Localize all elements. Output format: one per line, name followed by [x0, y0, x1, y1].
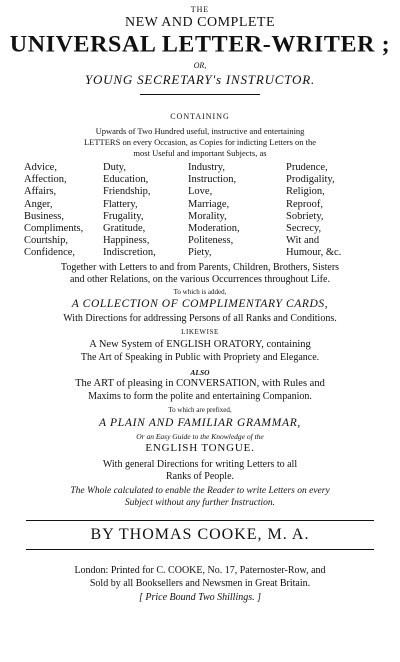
subject-item: Secrecy, — [286, 222, 322, 234]
author-top-rule — [26, 520, 374, 521]
to-which-added: To which is added, — [173, 288, 227, 296]
subject-item: Friendship, — [103, 186, 151, 198]
subject-item: Happiness, — [103, 235, 150, 247]
divider-rule — [140, 94, 260, 95]
subject-item: Indiscretion, — [103, 247, 156, 259]
likewise-label: LIKEWISE — [181, 328, 219, 336]
subject-item: Prodigality, — [286, 174, 335, 186]
subject-item: Confidence, — [24, 247, 76, 259]
subject-item: Affairs, — [24, 186, 57, 198]
subject-item: Religion, — [286, 186, 325, 198]
imprint-line-2: Sold by all Booksellers and Newsmen in Great Britain. — [89, 578, 311, 589]
collection-heading: A COLLECTION OF COMPLIMENTARY CARDS, — [71, 298, 329, 310]
art-line-1: The ART of pleasing in CONVERSATION, with Rules and — [75, 378, 325, 389]
art-line-2: Maxims to form the polite and entertaining Companion. — [88, 391, 312, 402]
new-and-complete-heading: NEW AND COMPLETE — [124, 15, 276, 30]
subject-item: Frugality, — [103, 210, 144, 222]
description-line-1: Upwards of Two Hundred useful, instructive and entertaining — [95, 126, 305, 136]
subject-item: Anger, — [24, 198, 53, 210]
main-title: UNIVERSAL LETTER-WRITER ; — [9, 32, 391, 58]
subject-item: Affection, — [24, 174, 67, 186]
subject-item: Politeness, — [188, 235, 234, 247]
subject-item: Advice, — [24, 162, 57, 173]
grammar-heading: A PLAIN AND FAMILIAR GRAMMAR, — [98, 417, 302, 429]
together-line-2: and other Relations, on the various Occurrences throughout Life. — [70, 274, 330, 285]
subject-item: Love, — [188, 186, 213, 198]
subject-item: Prudence, — [286, 162, 328, 173]
oratory-line-2: The Art of Speaking in Public with Propriety and Elegance. — [80, 352, 320, 363]
whole-line-1: The Whole calculated to enable the Reader to write Letters on every — [70, 486, 330, 496]
author-line: BY THOMAS COOKE, M. A. — [90, 526, 310, 543]
subject-item: Courtship, — [24, 235, 69, 247]
prefixed-label: To which are prefixed, — [168, 406, 232, 414]
also-label: ALSO — [190, 368, 210, 377]
subject-item: Industry, — [188, 162, 225, 173]
easy-guide-line: Or an Easy Guide to the Knowledge of the — [136, 432, 264, 441]
author-bottom-rule — [26, 549, 374, 550]
subtitle: YOUNG SECRETARY's INSTRUCTOR. — [84, 72, 316, 87]
directions-line: With Directions for addressing Persons of all Ranks and Conditions. — [63, 313, 337, 324]
description-line-2: LETTERS on every Occasion, as Copies for indicting Letters on the — [83, 137, 317, 147]
imprint-line-1: London: Printed for C. COOKE, No. 17, Paternoster-Row, and — [74, 565, 326, 576]
subject-item: Moderation, — [188, 222, 240, 234]
containing-label: CONTAINING — [170, 112, 230, 121]
subject-item: Marriage, — [188, 198, 230, 210]
general-line-2: Ranks of People. — [165, 471, 235, 482]
subject-item: Piety, — [188, 247, 212, 259]
the-heading: THE — [190, 5, 210, 14]
subject-item: Duty, — [103, 162, 126, 173]
subject-item: Sobriety, — [286, 210, 324, 222]
oratory-line-1: A New System of ENGLISH ORATORY, containing — [89, 339, 311, 350]
english-tongue-line: ENGLISH TONGUE. — [145, 442, 255, 454]
subject-item: Wit and — [286, 235, 320, 247]
description-line-3: most Useful and important Subjects, as — [133, 148, 267, 158]
subject-item: Gratitude, — [103, 222, 146, 234]
subject-item: Business, — [24, 210, 64, 222]
subject-item: Reproof, — [286, 198, 324, 210]
subject-item: Humour, &c. — [286, 247, 342, 259]
whole-line-2: Subject without any further Instruction. — [124, 498, 276, 508]
subject-item: Education, — [103, 174, 149, 186]
price-line: [ Price Bound Two Shillings. ] — [138, 592, 262, 603]
subject-item: Flattery, — [103, 198, 138, 210]
or-line: OR, — [193, 61, 207, 70]
general-line-1: With general Directions for writing Letters to all — [102, 459, 298, 470]
subject-item: Morality, — [188, 210, 227, 222]
subject-item: Compliments, — [24, 222, 84, 234]
subject-item: Instruction, — [188, 174, 237, 186]
together-line-1: Together with Letters to and from Parents, Children, Brothers, Sisters — [60, 262, 340, 273]
